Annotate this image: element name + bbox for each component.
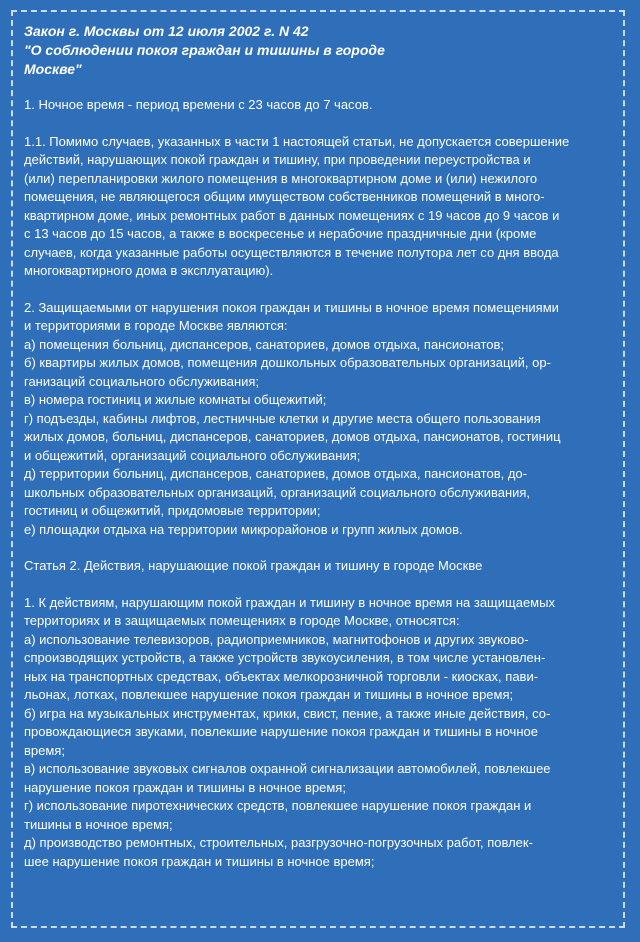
paragraph-line: 1.1. Помимо случаев, указанных в части 1 настоящей статьи, не допускается совершение (24, 133, 570, 149)
paragraph-line: время; (24, 742, 65, 758)
paragraph-line: б) квартиры жилых домов, помещения дошкольных образовательных организаций, ор- (24, 355, 551, 370)
paragraph-line: территориях и в защищаемых помещениях в городе Москве, относятся: (24, 613, 460, 628)
paragraph (24, 299, 608, 540)
paragraph-line: льонах, лотках, повлекшее нарушение покоя граждан и тишины в ночное время; (24, 687, 514, 702)
paragraph-line: ганизаций социального обслуживания; (24, 373, 260, 389)
paragraph-line: случаев, когда указанные работы осуществляются в течение полутора лет со дня ввода (24, 244, 559, 260)
paragraph-line: в) использование звуковых сигналов охранной сигнализации автомобилей, повлекшее (24, 761, 551, 776)
paragraph-line: гостиниц и общежитий, придомовые территории; (24, 503, 321, 518)
paragraph-line: спроизводящих устройств, а также устройств звукоусиления, в том числе установлен- (24, 650, 546, 665)
document-paragraphs (24, 96, 608, 871)
paragraph-line: 2. Защищаемыми от нарушения покоя граждан и тишины в ночное время помещениями (24, 299, 559, 315)
title-line: Москве" (24, 61, 82, 77)
paragraph-line: д) территории больниц, диспансеров, санаториев, домов отдыха, пансионатов, до- (24, 466, 527, 481)
paragraph-line: шее нарушение покоя граждан и тишины в ночное время; (24, 853, 375, 869)
paragraph-line: провождающиеся звуками, повлекшие нарушение покоя граждан и тишины в ночное (24, 724, 538, 739)
document-title (24, 22, 608, 79)
paragraph (24, 557, 608, 576)
title-line: Закон г. Москвы от 12 июля 2002 г. N 42 (24, 23, 309, 39)
paragraph-line: г) использование пиротехнических средств, повлекшее нарушение покоя граждан и (24, 798, 532, 813)
paragraph-line: действий, нарушающих покой граждан и тишину, при проведении переустройства и (24, 152, 531, 167)
paragraph-line: с 13 часов до 15 часов, а также в воскресенье и нерабочие праздничные дни (кроме (24, 226, 537, 241)
paragraph-line: многоквартирного дома в эксплуатацию). (24, 263, 274, 278)
paragraph-line: 1. К действиям, нарушающим покой граждан и тишину в ночное время на защищаемых (24, 594, 555, 610)
paragraph-line: (или) перепланировки жилого помещения в многоквартирном доме и (или) нежилого (24, 170, 538, 186)
paragraph-line: г) подъезды, кабины лифтов, лестничные клетки и другие места общего пользования (24, 410, 541, 426)
paragraph (24, 96, 608, 115)
paragraph-line: помещения, не являющегося общим имуществом собственников помещений в много- (24, 189, 545, 204)
paragraph-line: квартирном доме, иных ремонтных работ в данных помещениях с 19 часов до 9 часов и (24, 207, 560, 223)
paragraph-line: д) производство ремонтных, строительных, разгрузочно-погрузочных работ, повлек- (24, 835, 533, 850)
paragraph-line: а) использование телевизоров, радиоприемников, магнитофонов и других звуково- (24, 631, 529, 647)
paragraph-line: в) номера гостиниц и жилые комнаты общежитий; (24, 392, 327, 407)
paragraph-line: нарушение покоя граждан и тишины в ночное время; (24, 779, 346, 795)
paragraph-line: а) помещения больниц, диспансеров, санаториев, домов отдыха, пансионатов; (24, 336, 505, 352)
paragraph-line: и общежитий, организаций социального обслуживания; (24, 447, 361, 463)
paragraph-line: ных на транспортных средствах, объектах мелкорозничной торговли - киосках, пави- (24, 668, 539, 684)
document-body (24, 22, 608, 889)
paragraph-line: и территориями в городе Москве являются: (24, 318, 288, 333)
paragraph-line: Статья 2. Действия, нарушающие покой граждан и тишину в городе Москве (24, 558, 483, 573)
title-line: "О соблюдении покоя граждан и тишины в городе (24, 42, 385, 58)
paragraph-line: 1. Ночное время - период времени с 23 часов до 7 часов. (24, 97, 373, 112)
paragraph-line: е) площадки отдыха на территории микрорайонов и групп жилых домов. (24, 521, 463, 537)
paragraph (24, 133, 608, 281)
paragraph-line: б) игра на музыкальных инструментах, крики, свист, пение, а также иные действия, со- (24, 705, 551, 721)
paragraph (24, 594, 608, 872)
paragraph-line: жилых домов, больниц, диспансеров, санаториев, домов отдыха, пансионатов, гостиниц (24, 429, 561, 444)
paragraph-line: школьных образовательных организаций, организаций социального обслуживания, (24, 484, 531, 500)
paragraph-line: тишины в ночное время; (24, 816, 173, 832)
